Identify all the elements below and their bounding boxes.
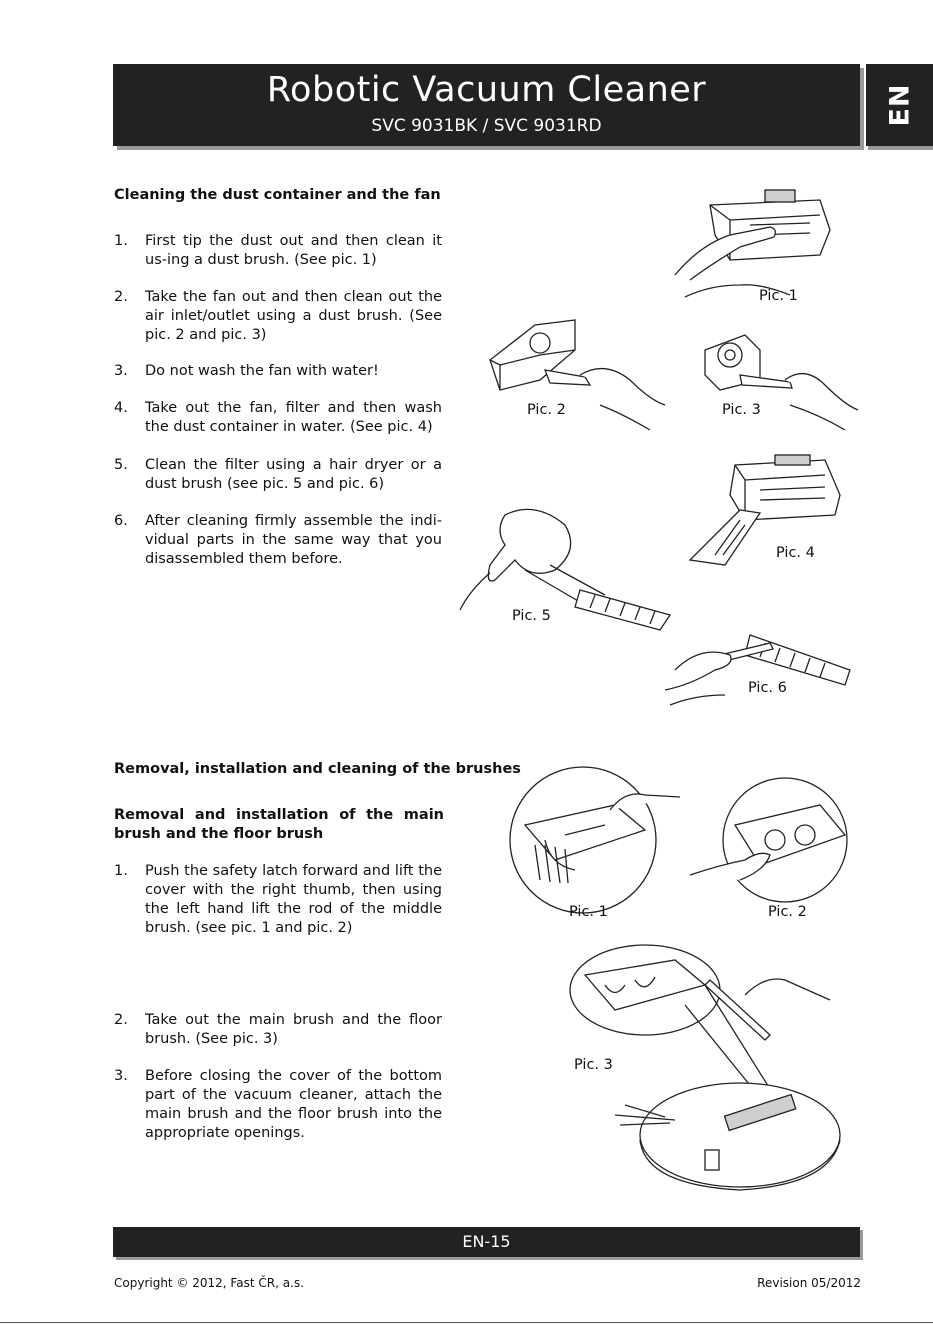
list-item: 1. First tip the dust out and then clean it us-ing a dust brush. (See pic. 1) [114,233,442,268]
model-subtitle: SVC 9031BK / SVC 9031RD [371,116,602,136]
subsection-heading-main-brush: Removal and installation of the main brush and the floor brush [114,807,444,842]
figure-caption: Pic. 2 [527,402,566,418]
fan-airway-brush-illustration [700,330,860,435]
figure-caption: Pic. 1 [569,904,608,920]
list-item: 2. Take out the main brush and the floor brush. (See pic. 3) [114,1012,442,1047]
figure-caption: Pic. 3 [574,1057,613,1073]
list-item: 2. Take the fan out and then clean out the air inlet/outlet using a dust brush. (See pic. 2 and pic. 3) [114,289,442,343]
list-item: 6. After cleaning firmly assemble the indi-vidual parts in the same way that you disassembled them before. [114,513,442,567]
brush-rod-lift-illustration [690,785,860,900]
list-item: 4. Take out the fan, filter and then wash the dust container in water. (See pic. 4) [114,400,442,435]
dust-container-brush-illustration [670,185,850,300]
hair-dryer-filter-illustration [455,495,675,635]
language-tab [866,64,933,146]
figure-caption: Pic. 5 [512,608,551,624]
brush-cover-lift-illustration [505,785,665,900]
list-item: 3. Do not wash the fan with water! [114,363,379,379]
section-heading-brushes: Removal, installation and cleaning of the brushes [114,761,521,777]
page-title: Robotic Vacuum Cleaner [266,70,707,110]
copyright-notice: Copyright © 2012, Fast ČR, a.s. [114,1276,304,1290]
figure-caption: Pic. 6 [748,680,787,696]
dust-container-open-illustration [685,455,845,570]
figure-caption: Pic. 1 [759,288,798,304]
bottom-divider [0,1322,933,1323]
language-tab-label: EN [884,83,915,127]
figure-caption: Pic. 2 [768,904,807,920]
figure-caption: Pic. 4 [776,545,815,561]
page-number-bar: EN-15 [113,1227,860,1257]
list-item: 5. Clean the filter using a hair dryer or a dust brush (see pic. 5 and pic. 6) [114,457,442,492]
fan-brush-illustration [480,305,665,435]
revision-label: Revision 05/2012 [757,1276,861,1290]
section-heading-dust-container: Cleaning the dust container and the fan [114,187,441,203]
list-item: 1. Push the safety latch forward and lift the cover with the right thumb, then using the left hand lift the rod of the middle brush. (see pic. 1 and pic. 2) [114,863,442,936]
list-item: 3. Before closing the cover of the bottom part of the vacuum cleaner, attach the main brush and the floor brush into the appropriate openings. [114,1068,442,1141]
figure-caption: Pic. 3 [722,402,761,418]
title-banner [113,64,860,146]
